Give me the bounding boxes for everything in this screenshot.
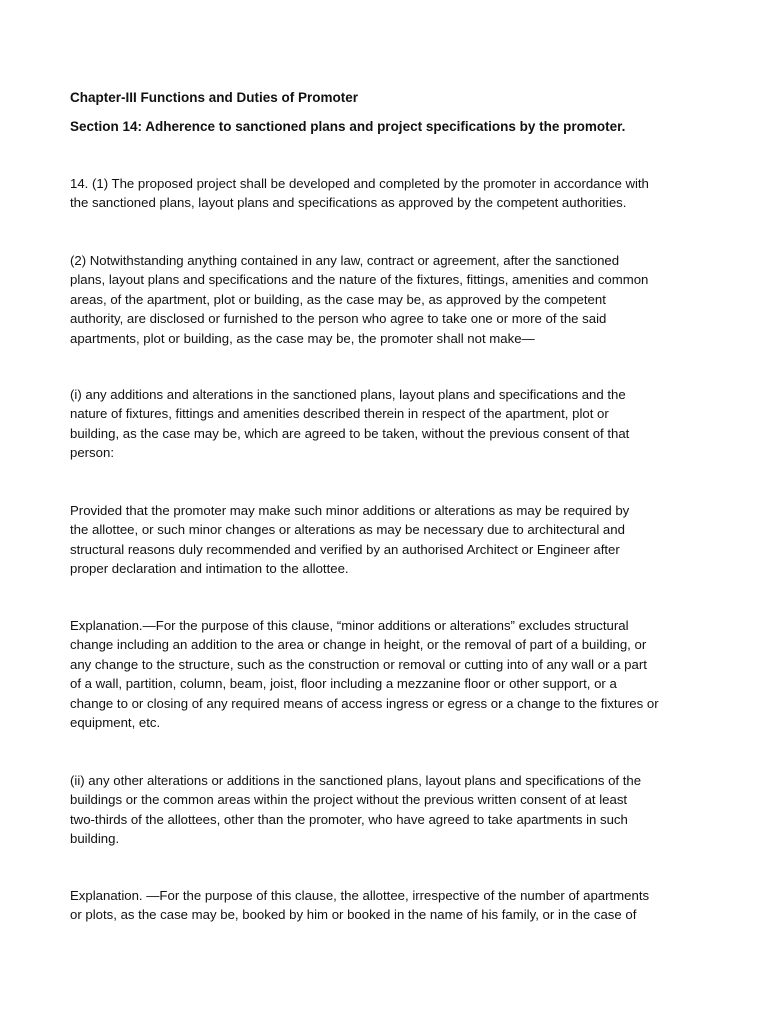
paragraph-explanation-2: Explanation. —For the purpose of this clause, the allottee, irrespective of the number of apartments or plots, as the case may be, booked by him or booked in the name of his family, or in the case of: [70, 888, 650, 923]
paragraph-14-1: 14. (1) The proposed project shall be developed and completed by the promoter in accordance with the sanctioned plans, layout plans and specifications as approved by the competent authorities.: [70, 176, 649, 211]
section-title: Section 14: Adherence to sanctioned plans and project specifications by the promoter.: [70, 119, 626, 134]
paragraph-14-2: (2) Notwithstanding anything contained in any law, contract or agreement, after the sanctioned plans, layout plans and specifications and the nature of the fixtures, fittings, amenities and common areas, of the apartment, plot or building, as the case may be, as approved by the competent authority, are disclosed or furnished to the person who agree to take one or more of the said apartments, plot or building, as the case may be, the promoter shall not make—: [70, 253, 649, 346]
paragraph-explanation-1: Explanation.—For the purpose of this clause, “minor additions or alterations” excludes structural change including an addition to the area or change in height, or the removal of part of a building, or any change to the structure, such as the construction or removal or cutting into of any wall or a part of a wall, partition, column, beam, joist, floor including a mezzanine floor or other support, or a change to or closing of any required means of access ingress or egress or a change to the fixtures or equipment, etc.: [70, 618, 659, 731]
paragraph-proviso: Provided that the promoter may make such minor additions or alterations as may be required by the allottee, or such minor changes or alterations as may be necessary due to architectural and structural reasons duly recommended and verified by an authorised Architect or Engineer after proper declaration and intimation to the allottee.: [70, 503, 630, 577]
paragraph-clause-ii: (ii) any other alterations or additions in the sanctioned plans, layout plans and specifications of the buildings or the common areas within the project without the previous written consent of at least two-thirds of the allottees, other than the promoter, who have agreed to take apartments in such building.: [70, 773, 642, 847]
chapter-title: Chapter-III Functions and Duties of Promoter: [70, 90, 359, 105]
paragraph-clause-i: (i) any additions and alterations in the sanctioned plans, layout plans and specifications and the nature of fixtures, fittings and amenities described therein in respect of the apartment, plot or building, as the case may be, which are agreed to be taken, without the previous consent of that person:: [70, 387, 630, 461]
